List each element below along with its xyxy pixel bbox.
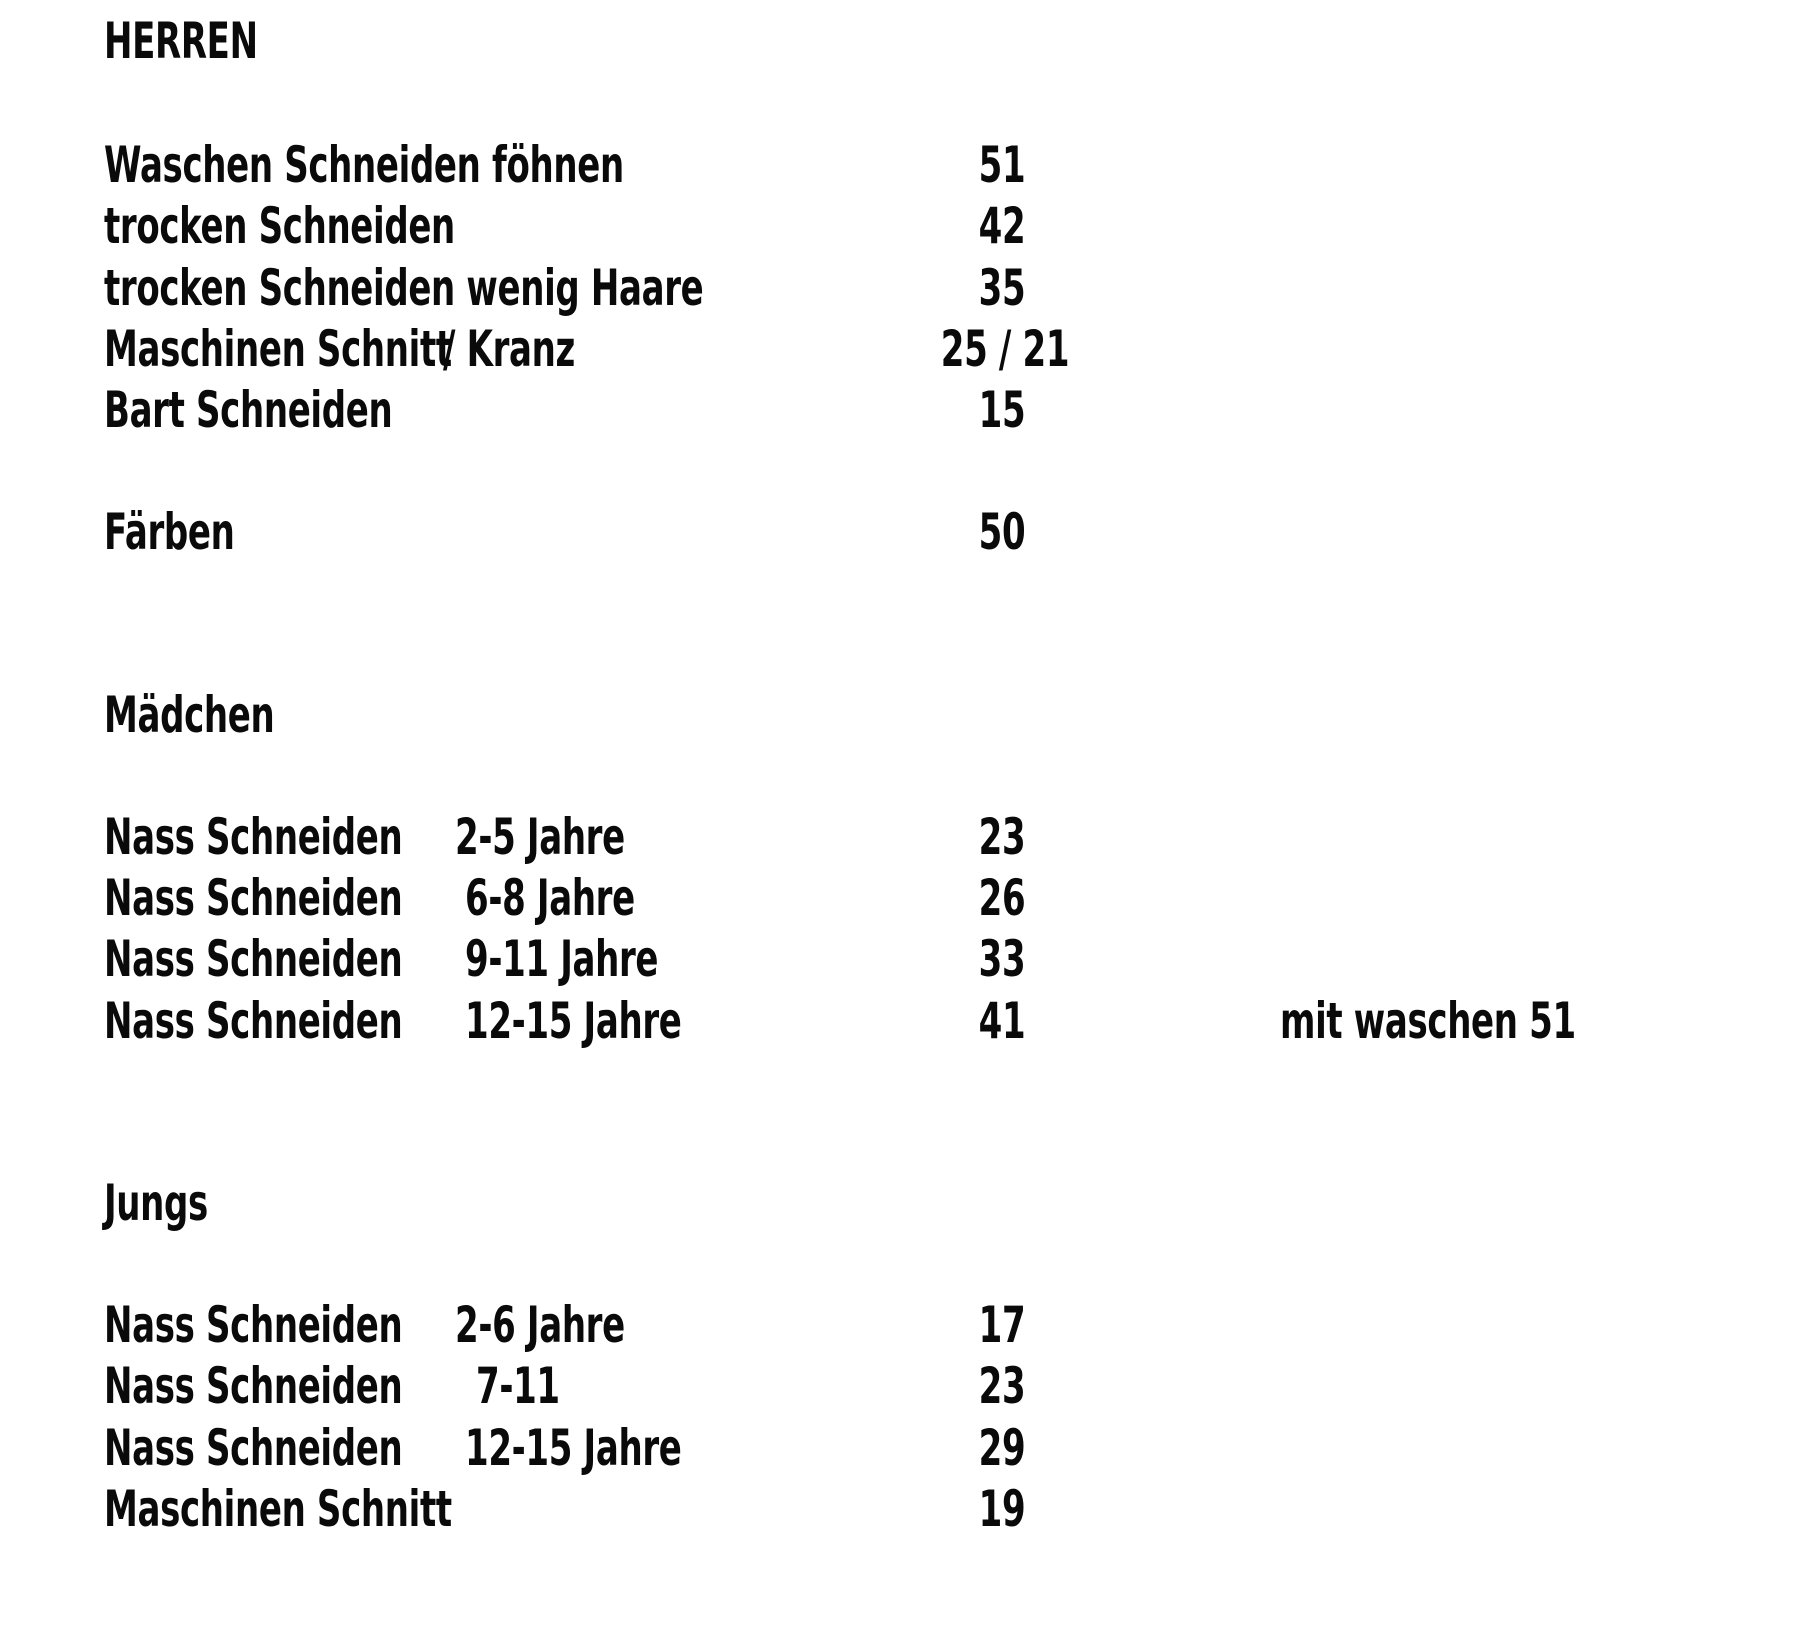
service-price: 29 xyxy=(978,1419,1026,1477)
service-label: Maschinen Schnitt xyxy=(104,320,452,378)
service-price: 25 / 21 xyxy=(940,320,1070,378)
service-label: Nass Schneiden xyxy=(104,1419,403,1477)
section-heading-herren: HERREN xyxy=(104,12,258,70)
service-label: Nass Schneiden xyxy=(104,930,403,988)
service-age: 12-15 Jahre xyxy=(465,1419,682,1477)
service-label: Färben xyxy=(104,503,235,561)
service-price: 19 xyxy=(978,1480,1026,1538)
service-label: trocken Schneiden wenig Haare xyxy=(104,259,704,317)
service-price: 26 xyxy=(978,869,1026,927)
service-price: 17 xyxy=(978,1296,1026,1354)
service-price: 42 xyxy=(978,197,1026,255)
service-price: 23 xyxy=(978,808,1026,866)
service-age: 7-11 xyxy=(476,1357,560,1415)
service-label: Maschinen Schnitt xyxy=(104,1480,452,1538)
service-price: 15 xyxy=(978,381,1026,439)
service-label: Waschen Schneiden föhnen xyxy=(104,136,624,194)
service-sublabel: / Kranz xyxy=(443,320,575,378)
service-label: Nass Schneiden xyxy=(104,808,403,866)
service-label: Nass Schneiden xyxy=(104,992,403,1050)
service-label: trocken Schneiden xyxy=(104,197,455,255)
service-price: 50 xyxy=(978,503,1026,561)
service-age: 2-5 Jahre xyxy=(455,808,625,866)
service-label: Nass Schneiden xyxy=(104,1357,403,1415)
service-price: 23 xyxy=(978,1357,1026,1415)
service-price: 35 xyxy=(978,259,1026,317)
service-age: 2-6 Jahre xyxy=(455,1296,625,1354)
service-age: 6-8 Jahre xyxy=(465,869,635,927)
service-age: 12-15 Jahre xyxy=(465,992,682,1050)
section-heading-maedchen: Mädchen xyxy=(104,686,275,744)
section-heading-jungs: Jungs xyxy=(104,1174,208,1232)
service-label: Nass Schneiden xyxy=(104,1296,403,1354)
service-label: Nass Schneiden xyxy=(104,869,403,927)
service-price: 33 xyxy=(978,930,1026,988)
service-price: 51 xyxy=(978,136,1026,194)
service-label: Bart Schneiden xyxy=(104,381,393,439)
service-note: mit waschen 51 xyxy=(1280,992,1576,1050)
service-age: 9-11 Jahre xyxy=(465,930,659,988)
service-price: 41 xyxy=(978,992,1026,1050)
